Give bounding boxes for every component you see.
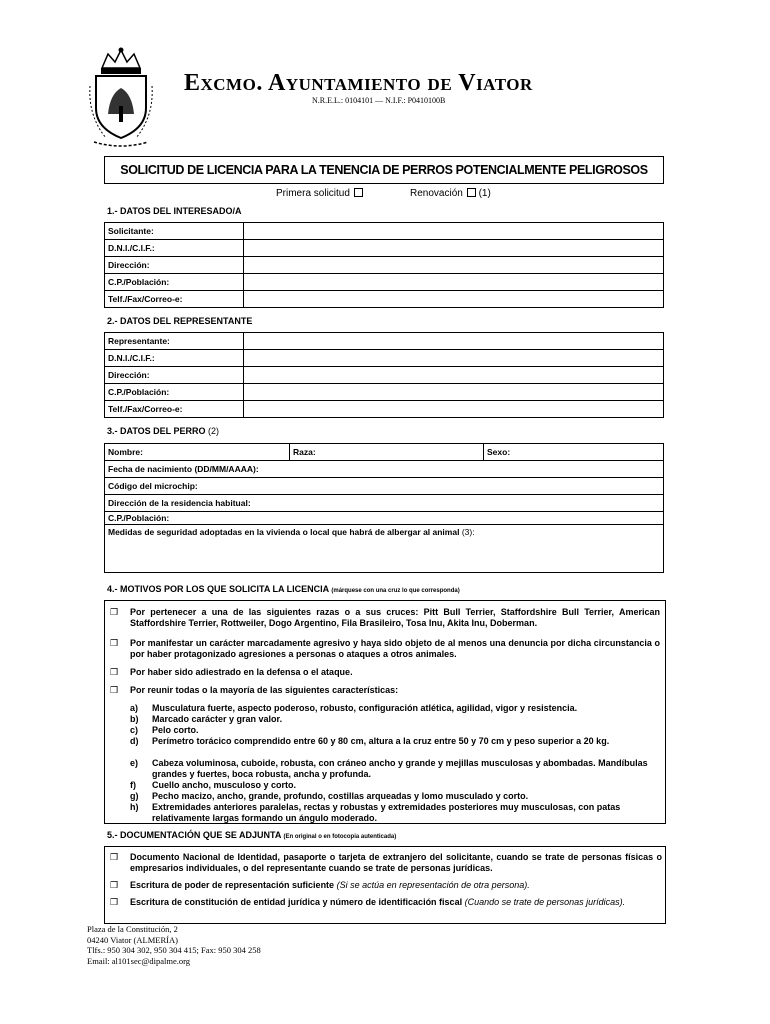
section4-title-note: (márquese con una cruz lo que corresponda) (331, 588, 460, 594)
section5-title (107, 830, 396, 840)
doc-3 (130, 897, 662, 908)
feature-letter: a) (130, 703, 139, 713)
coat-of-arms-icon (88, 46, 154, 150)
feature-text: Extremidades anteriores paralelas, rectas y robustas y extremidades posteriores muy musculosas, con patas relativamente largas formando un ángulo moderado. (152, 802, 621, 823)
direccion-field[interactable] (244, 257, 664, 274)
feature-text: Marcado carácter y gran valor. (152, 714, 283, 724)
footer-line: Tlfs.: 950 304 302, 950 304 415; Fax: 950 304 258 (87, 945, 261, 955)
section4-title-text: 4.- MOTIVOS POR LOS QUE SOLICITA LA LICENCIA (107, 584, 329, 594)
row-label: D.N.I./C.I.F.: (105, 350, 244, 367)
nombre-field[interactable] (105, 444, 290, 461)
dni-field[interactable] (244, 240, 664, 257)
feature-b (130, 714, 660, 725)
checkbox-renovacion[interactable] (467, 188, 476, 197)
option-renovacion-label: Renovación (410, 188, 463, 199)
row-label: Solicitante: (105, 223, 244, 240)
rep-cp-field[interactable] (244, 384, 664, 401)
cp-field[interactable] (244, 274, 664, 291)
feature-letter: c) (130, 725, 139, 735)
checkbox-motivo-1[interactable]: ❒ (110, 607, 119, 617)
feature-letter: f) (130, 780, 136, 790)
checkbox-motivo-4[interactable]: ❒ (110, 685, 119, 695)
residencia-field[interactable] (105, 495, 664, 512)
motivo-1: Por pertenecer a una de las siguientes razas o a sus cruces: Pitt Bull Terrier, Staffordshire Bull Terrier, American Staffordshire Terrier, Rottweiler, Dogo Argentino, Fila Brasileiro, Tosa Inu, Akita Inu, Doberman. (130, 607, 660, 628)
checkbox-motivo-2[interactable]: ❒ (110, 638, 119, 648)
section3-title-text: 3.- DATOS DEL PERRO (107, 426, 206, 436)
section5-title-note: (En original o en fotocopia autenticada) (283, 834, 397, 840)
medidas-label: Medidas de seguridad adoptadas en la vivienda o local que habrá de albergar al animal (108, 527, 460, 537)
perro-cp-field[interactable] (105, 512, 664, 525)
sexo-label: Sexo: (487, 447, 511, 457)
motivo-3: Por haber sido adiestrado en la defensa o el ataque. (130, 667, 353, 677)
raza-field[interactable] (290, 444, 484, 461)
row-label: D.N.I./C.I.F.: (105, 240, 244, 257)
feature-text: Cabeza voluminosa, cuboide, robusta, con cráneo ancho y grande y mejillas musculosas y abombadas. Mandíbulas grandes y fuertes, boca robusta, ancha y profunda. (152, 758, 648, 779)
medidas-note: (3): (461, 527, 475, 537)
feature-text: Perímetro torácico comprendido entre 60 y 80 cm, altura a la cruz entre 50 y 70 cm y peso superior a 20 kg. (152, 736, 610, 746)
medidas-field[interactable] (105, 525, 664, 573)
feature-letter: g) (130, 791, 139, 801)
doc-2 (130, 880, 662, 891)
footer-line: Plaza de la Constitución, 2 (87, 924, 178, 934)
feature-h (130, 802, 660, 824)
renovacion-note: (1) (478, 188, 491, 199)
motivo-4: Por reunir todas o la mayoría de las siguientes características: (130, 685, 399, 695)
feature-c (130, 725, 660, 736)
checkbox-doc-2[interactable]: ❒ (110, 880, 119, 890)
option-primera-solicitud[interactable] (276, 188, 363, 199)
feature-text: Pecho macizo, ancho, grande, profundo, costillas arqueadas y lomo musculado y corto. (152, 791, 529, 801)
interesado-table (104, 222, 664, 308)
section3-title-note: (2) (208, 426, 220, 436)
feature-a (130, 703, 660, 714)
form-title: SOLICITUD DE LICENCIA PARA LA TENENCIA DE PERROS POTENCIALMENTE PELIGROSOS (104, 156, 664, 184)
row-label: Representante: (105, 333, 244, 350)
feature-g (130, 791, 660, 802)
option-primera-label: Primera solicitud (276, 188, 350, 199)
doc-3-note: (Cuando se trate de personas jurídicas). (464, 897, 626, 907)
feature-text: Cuello ancho, musculoso y corto. (152, 780, 297, 790)
rep-direccion-field[interactable] (244, 367, 664, 384)
checkbox-primera[interactable] (354, 188, 363, 197)
feature-letter: e) (130, 758, 139, 768)
option-renovacion[interactable] (410, 188, 491, 199)
footer-address (87, 924, 261, 966)
microchip-label: Código del microchip: (108, 481, 198, 491)
feature-text: Musculatura fuerte, aspecto poderoso, robusto, configuración atlética, agilidad, vigor y resistencia. (152, 703, 578, 713)
section3-title (107, 426, 219, 436)
nombre-label: Nombre: (108, 447, 143, 457)
checkbox-doc-1[interactable]: ❒ (110, 852, 119, 862)
page-title: Excmo. Ayuntamiento de Viator (184, 70, 533, 96)
row-label: C.P./Población: (105, 274, 244, 291)
feature-letter: h) (130, 802, 139, 812)
doc-2-note: (Si se actúa en representación de otra persona). (336, 880, 530, 890)
footer-email: Email: al101sec@dipalme.org (87, 955, 191, 966)
feature-letter: d) (130, 736, 139, 746)
residencia-label: Dirección de la residencia habitual: (108, 498, 251, 508)
checkbox-motivo-3[interactable]: ❒ (110, 667, 119, 677)
row-label: Telf./Fax/Correo-e: (105, 291, 244, 308)
representante-table (104, 332, 664, 418)
feature-f (130, 780, 660, 791)
solicitante-field[interactable] (244, 223, 664, 240)
row-label: Dirección: (105, 257, 244, 274)
page-subtitle: N.R.E.L.: 0104101 — N.I.F.: P0410100B (312, 96, 446, 105)
telf-field[interactable] (244, 291, 664, 308)
row-label: C.P./Población: (105, 384, 244, 401)
doc-1-text: Documento Nacional de Identidad, pasaporte o tarjeta de extranjero del solicitante, cuando se trate de personas físicas o empresarios individuales, o del representante cuando se trate de personas jurídicas. (130, 852, 662, 873)
feature-letter: b) (130, 714, 139, 724)
section1-title: 1.- DATOS DEL INTERESADO/A (107, 206, 242, 216)
rep-telf-field[interactable] (244, 401, 664, 418)
fecha-field[interactable] (105, 461, 664, 478)
feature-text: Pelo corto. (152, 725, 199, 735)
rep-dni-field[interactable] (244, 350, 664, 367)
row-label: Telf./Fax/Correo-e: (105, 401, 244, 418)
doc-2-text: Escritura de poder de representación suficiente (130, 880, 335, 890)
representante-field[interactable] (244, 333, 664, 350)
section2-title: 2.- DATOS DEL REPRESENTANTE (107, 316, 253, 326)
feature-d (130, 736, 660, 747)
perro-cp-label: C.P./Población: (108, 513, 170, 523)
doc-1 (130, 852, 662, 874)
microchip-field[interactable] (105, 478, 664, 495)
section5-title-text: 5.- DOCUMENTACIÓN QUE SE ADJUNTA (107, 830, 282, 840)
section4-title (107, 584, 460, 594)
checkbox-doc-3[interactable]: ❒ (110, 897, 119, 907)
perro-table (104, 443, 664, 573)
raza-label: Raza: (293, 447, 316, 457)
motivo-2: Por manifestar un carácter marcadamente agresivo y haya sido objeto de al menos una denuncia por dicha circunstancia o por haber protagonizado agresiones a personas o ataques a otros animales. (130, 638, 660, 659)
footer-line: 04240 Viator (ALMERÍA) (87, 934, 178, 945)
row-label: Dirección: (105, 367, 244, 384)
sexo-field[interactable] (484, 444, 664, 461)
doc-3-text: Escritura de constitución de entidad jurídica y número de identificación fiscal (130, 897, 463, 907)
feature-e (130, 758, 660, 780)
fecha-label: Fecha de nacimiento (DD/MM/AAAA): (108, 464, 259, 474)
